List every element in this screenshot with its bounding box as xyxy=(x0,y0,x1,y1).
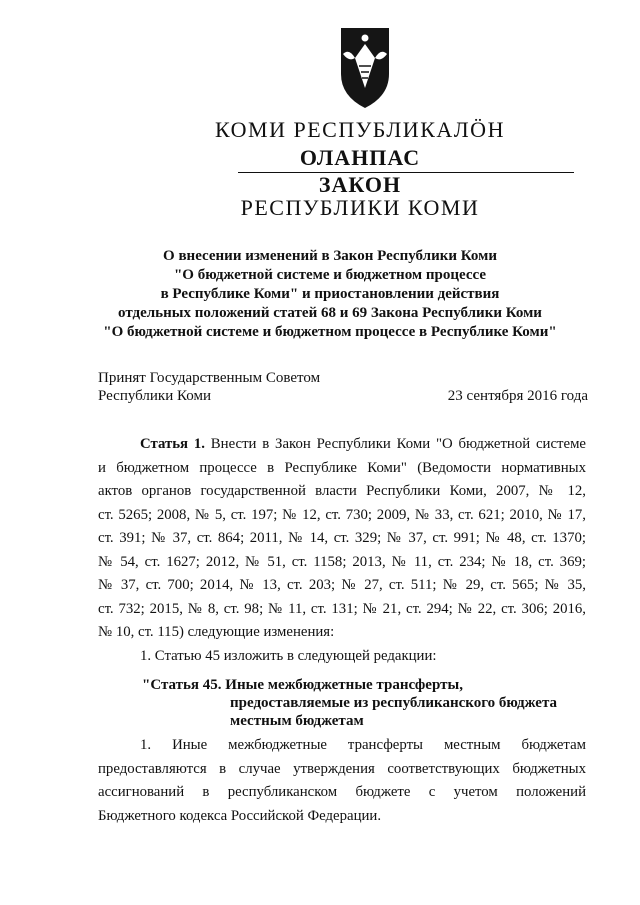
article-45-heading-line: предоставляемые из республиканского бюджета xyxy=(230,695,557,711)
adopted-by xyxy=(98,369,320,405)
adoption-date: 23 сентября 2016 года xyxy=(447,388,588,404)
adopted-line-2: Республики Коми xyxy=(98,388,211,404)
article-45-heading-line: "Статья 45. Иные межбюджетные трансферты, xyxy=(142,677,463,693)
article-1 xyxy=(98,433,586,668)
article-1-label: Статья 1. xyxy=(140,436,205,452)
coat-of-arms-emblem-icon xyxy=(335,22,395,110)
title-line: "О бюджетной системе и бюджетном процессе xyxy=(173,267,487,283)
article-1-item-1: 1. Статью 45 изложить в следующей редакции: xyxy=(140,647,437,664)
header-olanpas: ОЛАНПАС xyxy=(299,145,421,170)
header-komi-line: КОМИ РЕСПУБЛИКАЛӦН xyxy=(215,117,505,142)
article-1-line: ст. 391; № 37, ст. 864; 2011, № 14, ст. 329; № 37, ст. 991; № 48, ст. 1370; xyxy=(98,530,586,546)
paragraph-line: Бюджетного кодекса Российской Федерации. xyxy=(98,807,382,824)
article-1-line xyxy=(98,433,586,457)
adopted-line-1: Принят Государственным Советом xyxy=(98,370,321,386)
header-republic: РЕСПУБЛИКИ КОМИ xyxy=(240,195,480,220)
law-title xyxy=(90,247,570,342)
article-1-line: № 37, ст. 700; 2014, № 13, ст. 203; № 27, ст. 511; № 29, ст. 565; № 35, xyxy=(98,577,586,593)
title-line: "О бюджетной системе и бюджетном процессе в Республике Коми" xyxy=(103,324,557,340)
article-1-line: и бюджетном процессе в Республике Коми" (Ведомости нормативных xyxy=(98,459,586,476)
paragraph-line: предоставляются в случае утверждения соответствующих бюджетных xyxy=(98,760,586,777)
title-line: отдельных положений статей 68 и 69 Закона Республики Коми xyxy=(118,305,542,321)
article-1-line: ст. 5265; 2008, № 5, ст. 197; № 12, ст. 730; 2009, № 33, ст. 621; 2010, № 17, xyxy=(98,506,586,523)
article-45-heading-line: местным бюджетам xyxy=(230,713,364,729)
paragraph-line: ассигнований в республиканском бюджете с учетом положений xyxy=(98,784,586,800)
article-1-line: ст. 732; 2015, № 8, ст. 98; № 11, ст. 131; № 21, ст. 294; № 22, ст. 306; 2016, xyxy=(98,600,586,617)
article-1-first-line-text: Внести в Закон Республики Коми "О бюджетной системе xyxy=(204,436,586,452)
article-1-line: актов органов государственной власти Республики Коми, 2007, № 12, xyxy=(98,483,586,499)
article-1-line: № 54, ст. 1627; 2012, № 51, ст. 1158; 2013, № 11, ст. 234; № 18, ст. 369; xyxy=(98,553,586,570)
header-zakon: ЗАКОН xyxy=(318,172,402,197)
title-line: в Республике Коми" и приостановлении действия xyxy=(160,286,500,302)
article-45-heading xyxy=(142,676,557,730)
title-line: О внесении изменений в Закон Республики Коми xyxy=(163,248,497,264)
paragraph-line: 1. Иные межбюджетные трансферты местным бюджетам xyxy=(140,737,586,753)
article-1-line: № 10, ст. 115) следующие изменения: xyxy=(98,624,335,640)
article-45-paragraph-1 xyxy=(98,734,586,828)
